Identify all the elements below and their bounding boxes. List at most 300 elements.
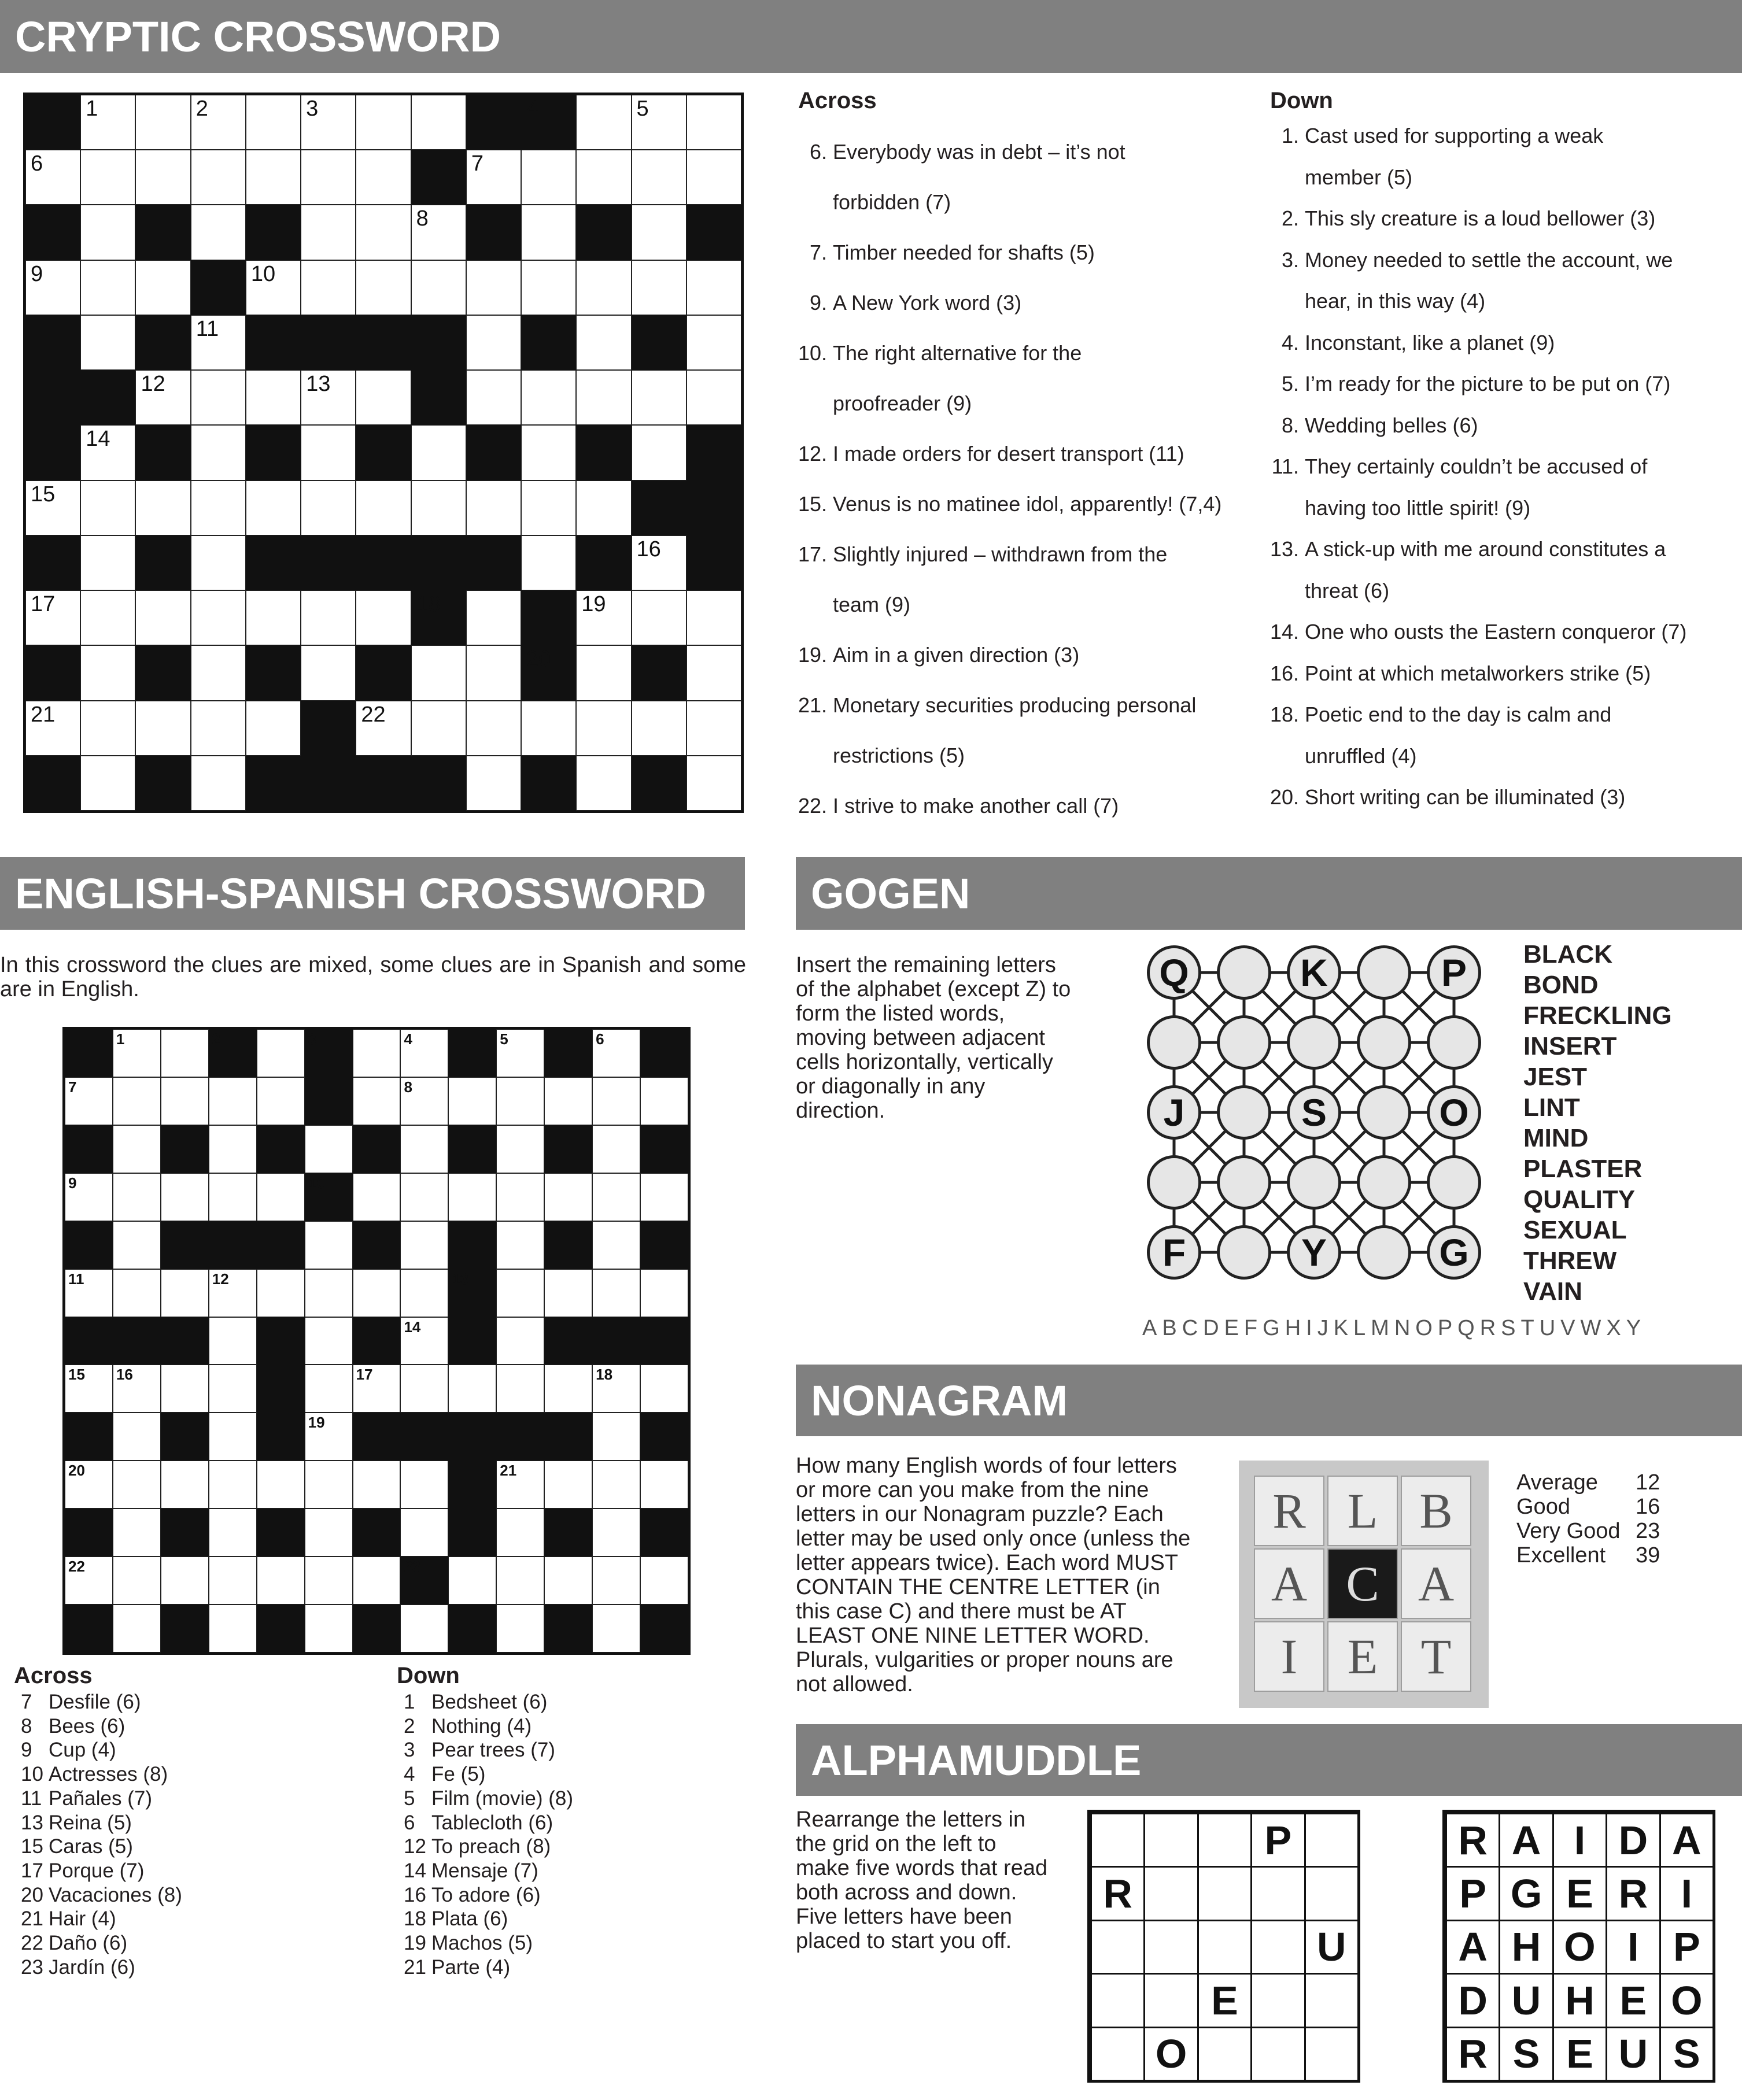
cryptic-answer-cell[interactable] <box>301 260 356 315</box>
es-black-cell <box>257 1365 305 1413</box>
cryptic-answer-cell[interactable] <box>576 701 631 756</box>
gogen-empty-cell[interactable] <box>1357 1085 1411 1140</box>
es-answer-cell[interactable] <box>113 1173 161 1221</box>
cryptic-answer-cell[interactable] <box>687 315 741 370</box>
cryptic-answer-cell[interactable] <box>466 756 521 811</box>
clue-number: 19 <box>308 1414 325 1432</box>
cryptic-answer-cell[interactable] <box>687 645 741 700</box>
cryptic-answer-cell[interactable] <box>356 480 411 535</box>
gogen-empty-cell[interactable] <box>1217 1015 1271 1070</box>
es-answer-cell[interactable] <box>161 1077 209 1125</box>
cryptic-answer-cell[interactable] <box>135 480 190 535</box>
es-answer-cell[interactable] <box>592 1509 640 1556</box>
cryptic-answer-cell[interactable] <box>632 95 687 150</box>
cryptic-black-cell <box>25 315 80 370</box>
gogen-empty-cell[interactable] <box>1147 1015 1201 1070</box>
cryptic-answer-cell[interactable] <box>576 590 631 645</box>
cryptic-answer-cell[interactable] <box>576 480 631 535</box>
cryptic-answer-cell[interactable] <box>687 260 741 315</box>
es-answer-cell[interactable] <box>65 1173 113 1221</box>
es-answer-cell[interactable] <box>305 1556 353 1604</box>
cryptic-answer-cell[interactable] <box>356 150 411 205</box>
alphamuddle-empty-cell[interactable] <box>1304 1973 1359 2028</box>
es-answer-cell[interactable] <box>305 1317 353 1365</box>
es-answer-cell[interactable] <box>400 1221 448 1269</box>
es-answer-cell[interactable] <box>305 1604 353 1652</box>
es-answer-cell[interactable] <box>305 1221 353 1269</box>
cryptic-answer-cell[interactable] <box>356 260 411 315</box>
cryptic-answer-cell[interactable] <box>466 645 521 700</box>
clue-number: 13. <box>1270 537 1300 561</box>
es-answer-cell[interactable] <box>113 1125 161 1173</box>
es-answer-cell[interactable] <box>544 1365 592 1413</box>
cryptic-answer-cell[interactable] <box>356 590 411 645</box>
es-answer-cell[interactable] <box>496 1365 544 1413</box>
clue-number: 20. <box>1270 785 1300 809</box>
cryptic-answer-cell[interactable] <box>246 701 301 756</box>
cryptic-answer-cell[interactable] <box>521 205 576 260</box>
cryptic-answer-cell[interactable] <box>191 480 246 535</box>
cryptic-answer-cell[interactable] <box>411 645 466 700</box>
cryptic-answer-cell[interactable] <box>632 260 687 315</box>
clue-number <box>1270 570 1305 612</box>
gogen-empty-cell[interactable] <box>1427 1015 1481 1070</box>
cryptic-answer-cell[interactable] <box>521 535 576 590</box>
es-answer-cell[interactable] <box>305 1365 353 1413</box>
es-answer-cell[interactable] <box>400 1365 448 1413</box>
cryptic-answer-cell[interactable] <box>301 95 356 150</box>
cryptic-answer-cell[interactable] <box>632 205 687 260</box>
cryptic-answer-cell[interactable] <box>191 535 246 590</box>
cryptic-answer-cell[interactable] <box>80 756 135 811</box>
cryptic-answer-cell[interactable] <box>521 480 576 535</box>
es-answer-cell[interactable] <box>496 1221 544 1269</box>
es-answer-cell[interactable] <box>592 1125 640 1173</box>
es-answer-cell[interactable] <box>209 1365 257 1413</box>
alphamuddle-empty-cell[interactable] <box>1250 1973 1305 2028</box>
cryptic-answer-cell[interactable] <box>411 205 466 260</box>
alphamuddle-empty-cell[interactable] <box>1090 1813 1145 1868</box>
alphamuddle-empty-cell[interactable] <box>1197 2027 1252 2081</box>
cryptic-answer-cell[interactable] <box>246 480 301 535</box>
cryptic-answer-cell[interactable] <box>301 590 356 645</box>
es-answer-cell[interactable] <box>592 1173 640 1221</box>
clue-number: 17 <box>356 1366 373 1384</box>
cryptic-answer-cell[interactable] <box>521 701 576 756</box>
cryptic-answer-cell[interactable] <box>25 590 80 645</box>
es-black-cell <box>257 1509 305 1556</box>
clue-number: 23 <box>21 1955 43 1979</box>
clue-number: 18. <box>1270 703 1300 726</box>
cryptic-answer-cell[interactable] <box>301 645 356 700</box>
cryptic-answer-cell[interactable] <box>80 95 135 150</box>
es-black-cell <box>544 1604 592 1652</box>
cryptic-answer-cell[interactable] <box>411 480 466 535</box>
es-answer-cell[interactable] <box>65 1269 113 1317</box>
es-answer-cell[interactable] <box>592 1029 640 1077</box>
gogen-empty-cell[interactable] <box>1357 1155 1411 1210</box>
alphamuddle-empty-cell[interactable] <box>1090 2027 1145 2081</box>
cryptic-answer-cell[interactable] <box>301 480 356 535</box>
es-answer-cell[interactable] <box>257 1269 305 1317</box>
rating-value: 12 <box>1636 1470 1660 1495</box>
english-spanish-intro: In this crossword the clues are mixed, some clues are in Spanish and some are in English. <box>0 953 746 1001</box>
es-answer-cell[interactable] <box>353 1269 401 1317</box>
cryptic-answer-cell[interactable] <box>466 315 521 370</box>
es-answer-cell[interactable] <box>113 1221 161 1269</box>
cryptic-answer-cell[interactable] <box>301 205 356 260</box>
es-answer-cell[interactable] <box>592 1269 640 1317</box>
alphamuddle-letter-cell: U <box>1304 1920 1359 1975</box>
cryptic-answer-cell[interactable] <box>191 756 246 811</box>
cryptic-answer-cell[interactable] <box>632 535 687 590</box>
cryptic-answer-cell[interactable] <box>191 370 246 425</box>
es-answer-cell[interactable] <box>592 1604 640 1652</box>
cryptic-black-cell <box>411 535 466 590</box>
es-answer-cell[interactable] <box>161 1556 209 1604</box>
cryptic-answer-cell[interactable] <box>80 260 135 315</box>
es-answer-cell[interactable] <box>113 1029 161 1077</box>
cryptic-answer-cell[interactable] <box>246 590 301 645</box>
cryptic-answer-cell[interactable] <box>191 645 246 700</box>
alphamuddle-empty-cell[interactable] <box>1304 1866 1359 1921</box>
cryptic-answer-cell[interactable] <box>576 645 631 700</box>
cryptic-answer-cell[interactable] <box>411 95 466 150</box>
es-black-cell <box>592 1317 640 1365</box>
cryptic-answer-cell[interactable] <box>356 370 411 425</box>
es-answer-cell[interactable] <box>496 1317 544 1365</box>
es-answer-cell[interactable] <box>496 1461 544 1509</box>
cryptic-answer-cell[interactable] <box>466 701 521 756</box>
cryptic-answer-cell[interactable] <box>521 425 576 480</box>
cryptic-answer-cell[interactable] <box>135 590 190 645</box>
es-answer-cell[interactable] <box>209 1604 257 1652</box>
es-answer-cell[interactable] <box>161 1029 209 1077</box>
cryptic-answer-cell[interactable] <box>246 260 301 315</box>
alphamuddle-empty-cell[interactable] <box>1250 2027 1305 2081</box>
alphamuddle-empty-cell[interactable] <box>1197 1866 1252 1921</box>
es-answer-cell[interactable] <box>209 1125 257 1173</box>
cryptic-answer-cell[interactable] <box>191 150 246 205</box>
gogen-empty-cell[interactable] <box>1357 1015 1411 1070</box>
es-answer-cell[interactable] <box>400 1604 448 1652</box>
cryptic-answer-cell[interactable] <box>687 95 741 150</box>
es-answer-cell[interactable] <box>640 1556 688 1604</box>
es-answer-cell[interactable] <box>209 1077 257 1125</box>
es-black-cell <box>65 1509 113 1556</box>
es-answer-cell[interactable] <box>113 1556 161 1604</box>
clue-line <box>798 781 1261 831</box>
es-answer-cell[interactable] <box>305 1509 353 1556</box>
cryptic-crossword-banner <box>0 0 1742 73</box>
clue-line <box>1270 363 1733 405</box>
cryptic-answer-cell[interactable] <box>632 150 687 205</box>
cryptic-answer-cell[interactable] <box>80 590 135 645</box>
alphamuddle-empty-cell[interactable] <box>1304 2027 1359 2081</box>
es-answer-cell[interactable] <box>113 1604 161 1652</box>
es-answer-cell[interactable] <box>353 1365 401 1413</box>
cryptic-answer-cell[interactable] <box>356 95 411 150</box>
cryptic-answer-cell[interactable] <box>25 480 80 535</box>
cryptic-answer-cell[interactable] <box>135 370 190 425</box>
cryptic-answer-cell[interactable] <box>632 701 687 756</box>
es-answer-cell[interactable] <box>353 1173 401 1221</box>
es-answer-cell[interactable] <box>400 1029 448 1077</box>
es-answer-cell[interactable] <box>161 1269 209 1317</box>
cryptic-answer-cell[interactable] <box>521 150 576 205</box>
es-answer-cell[interactable] <box>353 1029 401 1077</box>
es-answer-cell[interactable] <box>400 1509 448 1556</box>
es-answer-cell[interactable] <box>113 1077 161 1125</box>
es-answer-cell[interactable] <box>496 1125 544 1173</box>
es-answer-cell[interactable] <box>65 1556 113 1604</box>
es-answer-cell[interactable] <box>113 1509 161 1556</box>
cryptic-answer-cell[interactable] <box>632 590 687 645</box>
es-answer-cell[interactable] <box>592 1077 640 1125</box>
gogen-empty-cell[interactable] <box>1147 1155 1201 1210</box>
es-answer-cell[interactable] <box>640 1077 688 1125</box>
gogen-empty-cell[interactable] <box>1217 1155 1271 1210</box>
alphamuddle-empty-cell[interactable] <box>1143 1920 1198 1975</box>
gogen-empty-cell[interactable] <box>1287 1015 1341 1070</box>
clue-number: 18 <box>416 592 441 617</box>
cryptic-answer-cell[interactable] <box>80 701 135 756</box>
alphamuddle-letter-cell: A <box>1499 1813 1553 1868</box>
cryptic-answer-cell[interactable] <box>466 150 521 205</box>
clue-text: Actresses (8) <box>49 1763 168 1786</box>
es-black-cell <box>65 1317 113 1365</box>
cryptic-answer-cell[interactable] <box>356 205 411 260</box>
es-answer-cell[interactable] <box>592 1221 640 1269</box>
cryptic-answer-cell[interactable] <box>80 205 135 260</box>
clue-line <box>397 1907 744 1931</box>
es-answer-cell[interactable] <box>544 1077 592 1125</box>
es-answer-cell[interactable] <box>305 1125 353 1173</box>
cryptic-answer-cell[interactable] <box>466 480 521 535</box>
es-answer-cell[interactable] <box>400 1269 448 1317</box>
cryptic-answer-cell[interactable] <box>687 150 741 205</box>
es-answer-cell[interactable] <box>65 1461 113 1509</box>
gogen-empty-cell[interactable] <box>1357 1225 1411 1280</box>
alphamuddle-letter-cell: E <box>1606 1973 1660 2028</box>
es-answer-cell[interactable] <box>448 1077 496 1125</box>
cryptic-answer-cell[interactable] <box>576 370 631 425</box>
es-answer-cell[interactable] <box>496 1556 544 1604</box>
es-answer-cell[interactable] <box>496 1604 544 1652</box>
alphamuddle-empty-cell[interactable] <box>1143 1973 1198 2028</box>
nonagram-letter: R <box>1254 1476 1324 1546</box>
cryptic-answer-cell[interactable] <box>576 95 631 150</box>
cryptic-answer-cell[interactable] <box>135 701 190 756</box>
cryptic-answer-cell[interactable] <box>301 370 356 425</box>
cryptic-answer-cell[interactable] <box>80 480 135 535</box>
es-answer-cell[interactable] <box>400 1173 448 1221</box>
es-answer-cell[interactable] <box>496 1269 544 1317</box>
es-answer-cell[interactable] <box>209 1317 257 1365</box>
cryptic-answer-cell[interactable] <box>80 645 135 700</box>
gogen-empty-cell[interactable] <box>1427 1155 1481 1210</box>
cryptic-answer-cell[interactable] <box>411 425 466 480</box>
es-answer-cell[interactable] <box>113 1269 161 1317</box>
es-answer-cell[interactable] <box>592 1413 640 1461</box>
es-answer-cell[interactable] <box>496 1509 544 1556</box>
es-answer-cell[interactable] <box>305 1461 353 1509</box>
es-answer-cell[interactable] <box>257 1461 305 1509</box>
cryptic-answer-cell[interactable] <box>246 150 301 205</box>
es-answer-cell[interactable] <box>640 1269 688 1317</box>
es-answer-cell[interactable] <box>592 1461 640 1509</box>
es-answer-cell[interactable] <box>257 1173 305 1221</box>
clue-text: forbidden (7) <box>833 190 951 214</box>
gogen-empty-cell[interactable] <box>1357 945 1411 1000</box>
es-answer-cell[interactable] <box>496 1029 544 1077</box>
alphamuddle-empty-cell[interactable] <box>1304 1813 1359 1868</box>
es-black-cell <box>257 1604 305 1652</box>
es-answer-cell[interactable] <box>400 1461 448 1509</box>
gogen-empty-cell[interactable] <box>1217 1085 1271 1140</box>
es-answer-cell[interactable] <box>113 1413 161 1461</box>
es-answer-cell[interactable] <box>400 1125 448 1173</box>
cryptic-answer-cell[interactable] <box>687 590 741 645</box>
es-answer-cell[interactable] <box>592 1556 640 1604</box>
clue-line <box>14 1787 384 1811</box>
es-answer-cell[interactable] <box>257 1077 305 1125</box>
clue-number: 21 <box>404 1955 426 1979</box>
cryptic-answer-cell[interactable] <box>466 260 521 315</box>
es-answer-cell[interactable] <box>257 1556 305 1604</box>
alphamuddle-empty-cell[interactable] <box>1197 1813 1252 1868</box>
es-answer-cell[interactable] <box>448 1556 496 1604</box>
gogen-word: INSERT <box>1523 1032 1617 1060</box>
cryptic-answer-cell[interactable] <box>80 315 135 370</box>
es-answer-cell[interactable] <box>353 1077 401 1125</box>
es-answer-cell[interactable] <box>592 1365 640 1413</box>
cryptic-answer-cell[interactable] <box>25 260 80 315</box>
cryptic-answer-cell[interactable] <box>191 590 246 645</box>
cryptic-answer-cell[interactable] <box>466 370 521 425</box>
clue-line <box>14 1907 384 1931</box>
es-answer-cell[interactable] <box>353 1461 401 1509</box>
gogen-word: VAIN <box>1523 1277 1582 1306</box>
cryptic-black-cell <box>135 205 190 260</box>
es-answer-cell[interactable] <box>113 1365 161 1413</box>
cryptic-answer-cell[interactable] <box>135 150 190 205</box>
es-answer-cell[interactable] <box>305 1413 353 1461</box>
es-answer-cell[interactable] <box>257 1029 305 1077</box>
cryptic-answer-cell[interactable] <box>632 370 687 425</box>
cryptic-answer-cell[interactable] <box>466 590 521 645</box>
es-answer-cell[interactable] <box>161 1365 209 1413</box>
cryptic-answer-cell[interactable] <box>80 535 135 590</box>
es-answer-cell[interactable] <box>113 1461 161 1509</box>
cryptic-answer-cell[interactable] <box>687 756 741 811</box>
es-answer-cell[interactable] <box>496 1173 544 1221</box>
alphamuddle-letter-grid <box>1442 1810 1715 2083</box>
clue-number: 10 <box>308 1174 325 1192</box>
es-answer-cell[interactable] <box>640 1365 688 1413</box>
clue-number: 18 <box>596 1366 613 1384</box>
cryptic-black-cell <box>191 260 246 315</box>
cryptic-answer-cell[interactable] <box>576 756 631 811</box>
es-answer-cell[interactable] <box>448 1173 496 1221</box>
es-answer-cell[interactable] <box>209 1269 257 1317</box>
es-answer-cell[interactable] <box>209 1461 257 1509</box>
cryptic-answer-cell[interactable] <box>521 370 576 425</box>
cryptic-answer-cell[interactable] <box>80 150 135 205</box>
es-answer-cell[interactable] <box>400 1077 448 1125</box>
es-answer-cell[interactable] <box>448 1365 496 1413</box>
cryptic-answer-cell[interactable] <box>191 701 246 756</box>
es-answer-cell[interactable] <box>65 1365 113 1413</box>
es-answer-cell[interactable] <box>209 1509 257 1556</box>
cryptic-answer-cell[interactable] <box>191 95 246 150</box>
cryptic-answer-cell[interactable] <box>576 315 631 370</box>
cryptic-answer-cell[interactable] <box>191 315 246 370</box>
cryptic-answer-cell[interactable] <box>135 260 190 315</box>
cryptic-answer-cell[interactable] <box>80 425 135 480</box>
cryptic-answer-cell[interactable] <box>411 260 466 315</box>
es-answer-cell[interactable] <box>209 1556 257 1604</box>
cryptic-answer-cell[interactable] <box>411 701 466 756</box>
es-answer-cell[interactable] <box>544 1269 592 1317</box>
cryptic-answer-cell[interactable] <box>191 205 246 260</box>
es-answer-cell[interactable] <box>544 1461 592 1509</box>
cryptic-answer-cell[interactable] <box>246 370 301 425</box>
cryptic-answer-cell[interactable] <box>25 150 80 205</box>
es-answer-cell[interactable] <box>305 1269 353 1317</box>
gogen-empty-cell[interactable] <box>1217 945 1271 1000</box>
es-answer-cell[interactable] <box>161 1461 209 1509</box>
alphamuddle-empty-cell[interactable] <box>1250 1866 1305 1921</box>
es-answer-cell[interactable] <box>209 1413 257 1461</box>
es-black-cell <box>65 1029 113 1077</box>
es-answer-cell[interactable] <box>640 1461 688 1509</box>
cryptic-answer-cell[interactable] <box>576 260 631 315</box>
cryptic-answer-cell[interactable] <box>632 425 687 480</box>
cryptic-answer-cell[interactable] <box>687 370 741 425</box>
alphamuddle-empty-cell[interactable] <box>1143 1866 1198 1921</box>
cryptic-answer-cell[interactable] <box>301 150 356 205</box>
alphamuddle-empty-cell[interactable] <box>1090 1973 1145 2028</box>
clue-line <box>798 177 1261 227</box>
cryptic-answer-cell[interactable] <box>135 95 190 150</box>
es-answer-cell[interactable] <box>161 1173 209 1221</box>
gogen-empty-cell[interactable] <box>1217 1225 1271 1280</box>
es-answer-cell[interactable] <box>496 1077 544 1125</box>
cryptic-answer-cell[interactable] <box>25 701 80 756</box>
alphamuddle-empty-cell[interactable] <box>1090 1920 1145 1975</box>
gogen-empty-cell[interactable] <box>1287 1155 1341 1210</box>
alphamuddle-empty-cell[interactable] <box>1197 1920 1252 1975</box>
cryptic-answer-cell[interactable] <box>301 425 356 480</box>
es-answer-cell[interactable] <box>209 1173 257 1221</box>
es-answer-cell[interactable] <box>640 1173 688 1221</box>
cryptic-answer-cell[interactable] <box>356 701 411 756</box>
cryptic-answer-cell[interactable] <box>687 701 741 756</box>
es-answer-cell[interactable] <box>544 1556 592 1604</box>
cryptic-answer-cell[interactable] <box>246 95 301 150</box>
clue-line <box>798 278 1261 328</box>
es-answer-cell[interactable] <box>400 1317 448 1365</box>
cryptic-answer-cell[interactable] <box>521 260 576 315</box>
cryptic-answer-cell[interactable] <box>576 150 631 205</box>
cryptic-answer-cell[interactable] <box>191 425 246 480</box>
es-answer-cell[interactable] <box>353 1556 401 1604</box>
es-answer-cell[interactable] <box>65 1077 113 1125</box>
alphamuddle-empty-cell[interactable] <box>1143 1813 1198 1868</box>
es-answer-cell[interactable] <box>544 1173 592 1221</box>
alphamuddle-empty-cell[interactable] <box>1250 1920 1305 1975</box>
